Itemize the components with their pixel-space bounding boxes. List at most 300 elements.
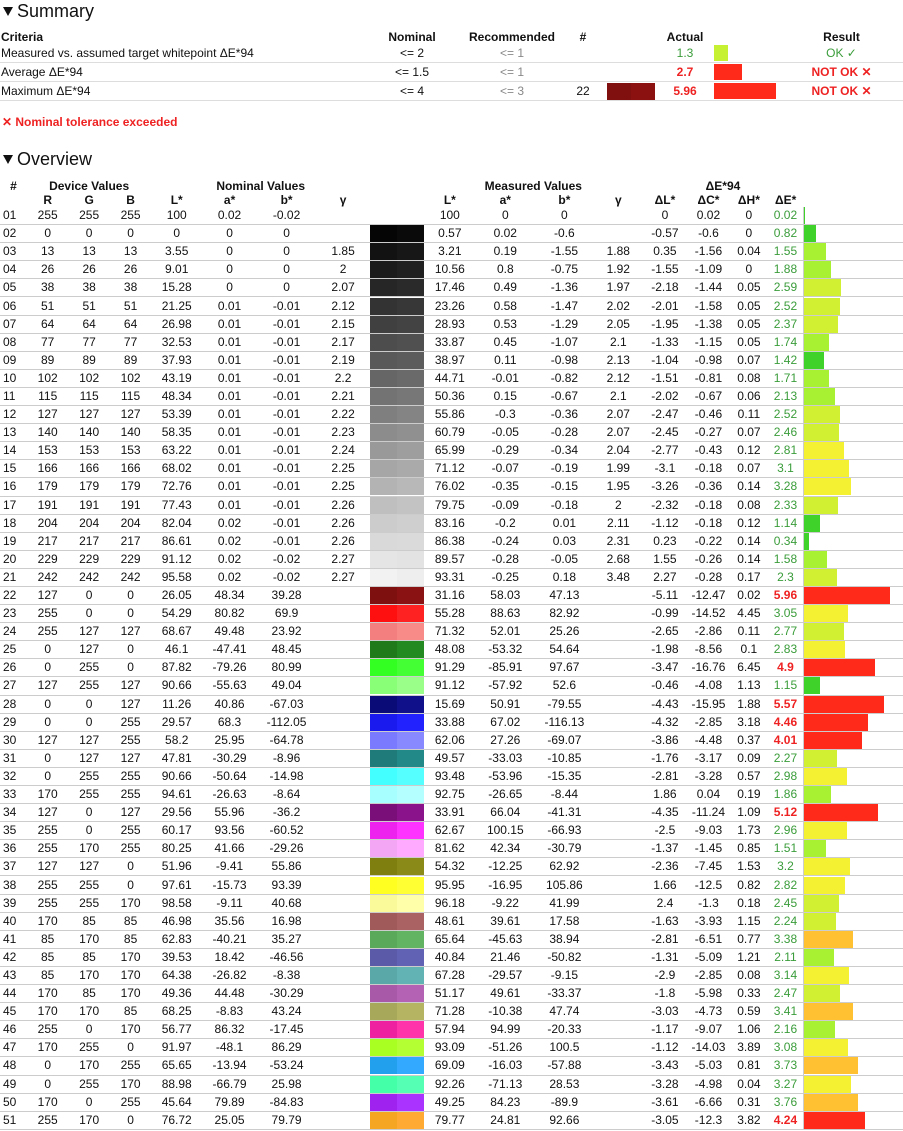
measured-cell: 67.02 [476,713,535,731]
measured-cell: -1.56 [687,243,730,261]
ov-sub-header: ΔL* [654,193,676,207]
measured-cell: -9.07 [687,1021,730,1039]
measured-cell: 95.95 [424,876,476,894]
nominal-swatch [370,840,397,857]
overview-row [0,695,903,713]
measured-cell: 27.26 [476,731,535,749]
measured-cell: 0.82 [730,876,768,894]
overview-row [0,1003,903,1021]
nominal-cell: 102 [68,369,109,387]
measured-cell: -0.28 [476,550,535,568]
delta-e-bar-cell [803,460,903,478]
patch-number: 24 [0,623,27,641]
delta-e-value: 2.81 [768,442,803,460]
measured-cell: 0.59 [730,1003,768,1021]
nominal-cell: 93.39 [257,876,316,894]
nominal-cell: 39.28 [257,586,316,604]
nominal-cell: 18.42 [202,948,257,966]
measured-cell: -0.57 [643,225,688,243]
measured-cell: -3.93 [687,912,730,930]
measured-cell [594,966,643,984]
measured-cell: 0.85 [730,840,768,858]
nominal-cell: 69.9 [257,605,316,623]
measured-cell: -1.8 [643,985,688,1003]
nominal-cell: 170 [110,1021,151,1039]
measured-cell: -26.65 [476,786,535,804]
measured-cell: -1.36 [535,279,594,297]
criteria-label: Average ΔE*94 [0,63,360,82]
patch-number: 09 [0,351,27,369]
measured-cell: 50.36 [424,387,476,405]
delta-e-bar [804,913,836,930]
nominal-cell: 43.19 [151,369,202,387]
measured-cell: 0.11 [476,351,535,369]
measured-swatch [397,460,424,477]
measured-cell: -45.63 [476,930,535,948]
nominal-cell: 0 [68,1093,109,1111]
measured-cell: -1.55 [535,243,594,261]
measured-cell: -12.47 [687,586,730,604]
measured-cell: -1.33 [643,333,688,351]
measured-cell: 79.75 [424,496,476,514]
measured-cell: 1.73 [730,822,768,840]
delta-e-value: 2.45 [768,894,803,912]
nominal-cell: 90.66 [151,677,202,695]
nominal-cell [316,713,370,731]
measured-cell: -1.47 [535,297,594,315]
delta-e-value: 3.27 [768,1075,803,1093]
delta-e-value: 3.73 [768,1057,803,1075]
measured-cell: -0.29 [476,442,535,460]
overview-row [0,279,903,297]
nominal-cell: 217 [27,532,68,550]
measured-cell: 49.57 [424,749,476,767]
ov-sub-swatch [370,193,424,207]
delta-e-bar-cell [803,804,903,822]
measured-cell: 0.07 [730,460,768,478]
patch-number: 37 [0,858,27,876]
measured-cell: -1.3 [687,894,730,912]
ov-sub-header: a* [499,193,511,207]
measured-cell: -2.81 [643,930,688,948]
delta-e-bar [804,515,820,532]
nominal-cell: 229 [68,550,109,568]
nominal-cell: 0 [68,586,109,604]
delta-e-bar [804,1057,858,1074]
measured-cell: -2.47 [643,406,688,424]
nominal-cell: 0.01 [202,369,257,387]
delta-e-bar [804,895,839,912]
measured-cell: 71.32 [424,623,476,641]
nominal-cell: 91.12 [151,550,202,568]
nominal-swatch [370,804,397,821]
summary-heading[interactable]: Summary [2,0,94,22]
nominal-cell: -29.26 [257,840,316,858]
measured-cell: -15.35 [535,767,594,785]
swatch-pair [370,442,424,459]
overview-row [0,858,903,876]
nominal-cell: -0.01 [257,369,316,387]
measured-cell: 84.23 [476,1093,535,1111]
nominal-cell: 0 [27,1075,68,1093]
measured-cell: 38.97 [424,351,476,369]
nominal-cell: 0 [110,876,151,894]
nominal-cell: -0.01 [257,532,316,550]
nominal-cell: 41.66 [202,840,257,858]
delta-e-value: 0.82 [768,225,803,243]
swatch-half [631,83,655,100]
measured-cell: -41.31 [535,804,594,822]
nominal-swatch [370,714,397,731]
measured-cell: 0.35 [643,243,688,261]
summary-row [0,63,903,82]
actual-value: 1.3 [656,44,714,63]
measured-cell: 1.95 [594,478,643,496]
measured-cell: 1.88 [594,243,643,261]
measured-cell: 33.87 [424,333,476,351]
nominal-cell: 0 [202,243,257,261]
measured-swatch [397,1057,424,1074]
nominal-value: <= 4 [360,82,464,101]
nominal-cell: 64.38 [151,966,202,984]
nominal-cell: -50.64 [202,767,257,785]
swatch-pair [370,913,424,930]
measured-swatch [397,1076,424,1093]
delta-e-bar [804,460,849,477]
measured-cell: 0.03 [535,532,594,550]
measured-swatch [397,515,424,532]
nominal-cell: 38 [68,279,109,297]
nominal-cell: 60.17 [151,822,202,840]
swatch-pair [370,533,424,550]
nominal-cell: 45.64 [151,1093,202,1111]
delta-e-value: 3.08 [768,1039,803,1057]
measured-cell: -0.2 [476,514,535,532]
measured-cell: -53.96 [476,767,535,785]
nominal-cell: 170 [68,840,109,858]
nominal-cell: 0.02 [202,207,257,225]
measured-swatch [397,696,424,713]
nominal-cell: 86.32 [202,1021,257,1039]
nominal-cell: 255 [110,1057,151,1075]
nominal-cell: 95.58 [151,568,202,586]
nominal-cell: 13 [110,243,151,261]
measured-cell: -10.38 [476,1003,535,1021]
nominal-cell [316,840,370,858]
nominal-cell: 72.76 [151,478,202,496]
patch-number: 39 [0,894,27,912]
delta-e-bar-cell [803,966,903,984]
nominal-cell: 55.96 [202,804,257,822]
nominal-cell: 255 [110,786,151,804]
delta-e-bar-cell [803,840,903,858]
overview-row [0,641,903,659]
measured-cell: 4.45 [730,605,768,623]
measured-cell: -1.51 [643,369,688,387]
ov-sub-header: ΔE* [775,193,797,207]
measured-swatch [397,822,424,839]
delta-e-value: 3.38 [768,930,803,948]
overview-row [0,948,903,966]
nominal-cell: 9.01 [151,261,202,279]
measured-cell: -9.15 [535,966,594,984]
measured-cell: 0.12 [730,442,768,460]
nominal-cell: 53.39 [151,406,202,424]
nominal-cell: 21.25 [151,297,202,315]
measured-cell: 2.07 [594,424,643,442]
nominal-swatch [370,768,397,785]
measured-cell: -53.32 [476,641,535,659]
measured-cell: 17.58 [535,912,594,930]
measured-cell [594,605,643,623]
delta-e-bar-cell [803,767,903,785]
patch-number: 49 [0,1075,27,1093]
delta-e-value: 4.9 [768,659,803,677]
measured-swatch [397,478,424,495]
nominal-swatch [370,352,397,369]
patch-swatch [370,731,424,749]
overview-row [0,1021,903,1039]
nominal-cell: 170 [68,1057,109,1075]
overview-heading[interactable]: Overview [2,148,92,170]
nominal-cell: 0 [68,713,109,731]
measured-cell: -3.03 [643,1003,688,1021]
delta-e-bar-cell [803,442,903,460]
delta-e-bar [804,822,847,839]
patch-number: 11 [0,387,27,405]
nominal-cell: 255 [110,767,151,785]
delta-e-bar [804,659,875,676]
nominal-cell: 1.85 [316,243,370,261]
overview-row [0,713,903,731]
delta-e-bar-cell [803,1039,903,1057]
measured-cell [594,822,643,840]
measured-cell: 21.46 [476,948,535,966]
nominal-swatch [370,786,397,803]
delta-e-bar [804,352,825,369]
patch-swatch [370,261,424,279]
nominal-cell: 153 [110,442,151,460]
worst-patch-swatch [606,44,656,63]
measured-cell: 0.06 [730,387,768,405]
measured-cell: 2.04 [594,442,643,460]
measured-cell [594,731,643,749]
measured-swatch [397,967,424,984]
nominal-swatch [370,298,397,315]
patch-swatch [370,894,424,912]
measured-cell [594,623,643,641]
nominal-cell: 47.81 [151,749,202,767]
delta-e-bar [804,261,831,278]
measured-cell: -1.58 [687,297,730,315]
measured-cell: 62.92 [535,858,594,876]
delta-e-value: 1.15 [768,677,803,695]
measured-cell: -0.46 [643,677,688,695]
col-criteria: Criteria [1,30,44,44]
delta-e-bar [804,316,838,333]
actual-bar [714,45,728,61]
measured-cell: -2.65 [643,623,688,641]
swatch-pair [370,587,424,604]
nominal-swatch [370,587,397,604]
swatch-pair [370,1039,424,1056]
measured-swatch [397,895,424,912]
nominal-cell: 0.02 [202,532,257,550]
measured-cell: 2.05 [594,315,643,333]
nominal-cell: 170 [110,948,151,966]
measured-cell: -2.77 [643,442,688,460]
nominal-cell: 13 [68,243,109,261]
nominal-cell: 127 [68,858,109,876]
measured-cell: -3.28 [687,767,730,785]
actual-bar [714,64,742,80]
delta-e-value: 1.86 [768,786,803,804]
nominal-cell: 85 [27,930,68,948]
measured-swatch [397,840,424,857]
nominal-cell: 217 [68,532,109,550]
measured-cell: -0.75 [535,261,594,279]
measured-cell: 60.79 [424,424,476,442]
measured-cell [594,894,643,912]
nominal-cell: 255 [68,677,109,695]
measured-swatch [397,442,424,459]
nominal-swatch [370,967,397,984]
overview-row [0,297,903,315]
measured-cell: -2.32 [643,496,688,514]
ov-sub-bar [803,193,903,207]
delta-e-bar-cell [803,297,903,315]
measured-cell: 0.81 [730,1057,768,1075]
measured-cell: -1.38 [687,315,730,333]
nominal-cell: -0.01 [257,514,316,532]
nominal-cell: 0 [68,822,109,840]
measured-cell: 0.08 [730,966,768,984]
patch-swatch [370,496,424,514]
measured-cell: -69.07 [535,731,594,749]
patch-number: 08 [0,333,27,351]
measured-cell: 62.06 [424,731,476,749]
nominal-swatch [370,1021,397,1038]
delta-e-bar [804,677,821,694]
measured-cell: -4.48 [687,731,730,749]
measured-cell: 93.09 [424,1039,476,1057]
measured-cell: -0.25 [476,568,535,586]
measured-cell: -3.47 [643,659,688,677]
measured-swatch [397,858,424,875]
measured-cell: 1.86 [643,786,688,804]
measured-cell: 0 [730,225,768,243]
measured-swatch [397,786,424,803]
delta-e-value: 4.01 [768,731,803,749]
patch-swatch [370,406,424,424]
delta-e-bar [804,641,845,658]
ov-sub-header: R [43,193,53,207]
delta-e-value: 1.42 [768,351,803,369]
col-count: # [579,30,587,44]
delta-e-bar-cell [803,641,903,659]
nominal-cell: 35.27 [257,930,316,948]
measured-cell: -0.35 [476,478,535,496]
measured-cell: 3.48 [594,568,643,586]
swatch-pair [370,406,424,423]
delta-e-bar-cell [803,279,903,297]
nominal-cell: 2.26 [316,514,370,532]
measured-cell: 28.53 [535,1075,594,1093]
swatch-pair [370,515,424,532]
measured-cell: 42.34 [476,840,535,858]
nominal-cell: -60.52 [257,822,316,840]
nominal-swatch [370,569,397,586]
measured-cell: 0.07 [730,424,768,442]
measured-cell [594,1075,643,1093]
delta-e-value: 2.33 [768,496,803,514]
nominal-cell: 65.65 [151,1057,202,1075]
measured-cell: -1.55 [643,261,688,279]
nominal-cell: 242 [110,568,151,586]
measured-cell: -71.13 [476,1075,535,1093]
delta-e-bar [804,551,827,568]
patch-swatch [370,966,424,984]
measured-cell: 1.15 [730,912,768,930]
col-result: Result [823,30,860,44]
worst-patch-swatch [606,82,656,101]
nominal-cell: 2.17 [316,333,370,351]
nominal-cell: 86.61 [151,532,202,550]
measured-cell: -0.67 [535,387,594,405]
nominal-cell: 51 [68,297,109,315]
measured-swatch [397,279,424,296]
measured-cell: 51.17 [424,985,476,1003]
ov-col-swatch [370,179,424,193]
nominal-cell: 179 [110,478,151,496]
measured-cell: -2.85 [687,966,730,984]
nominal-cell [316,894,370,912]
delta-e-bar [804,533,809,550]
actual-bar-cell [714,82,780,101]
nominal-swatch [370,858,397,875]
actual-value: 5.96 [656,82,714,101]
measured-cell: -14.52 [687,605,730,623]
nominal-cell: 0 [27,749,68,767]
overview-row [0,912,903,930]
overview-row [0,985,903,1003]
patch-number: 32 [0,767,27,785]
ov-group-device: Device Values [49,179,130,193]
swatch-pair [370,352,424,369]
measured-cell: 92.75 [424,786,476,804]
overview-row [0,1057,903,1075]
overview-row [0,478,903,496]
measured-cell: 1.55 [643,550,688,568]
patch-swatch [370,858,424,876]
delta-e-bar-cell [803,677,903,695]
nominal-cell: 255 [110,207,151,225]
measured-cell: -2.9 [643,966,688,984]
swatch-pair [370,388,424,405]
nominal-cell: 255 [27,605,68,623]
swatch-pair [370,497,424,514]
nominal-cell: 76.72 [151,1111,202,1129]
measured-cell: -0.27 [687,424,730,442]
measured-cell [594,677,643,695]
criteria-label: Maximum ΔE*94 [0,82,360,101]
measured-cell: -10.85 [535,749,594,767]
overview-row [0,387,903,405]
nominal-cell: -0.01 [257,460,316,478]
nominal-cell: 0 [27,225,68,243]
measured-cell: -5.98 [687,985,730,1003]
col-actual: Actual [666,30,704,44]
